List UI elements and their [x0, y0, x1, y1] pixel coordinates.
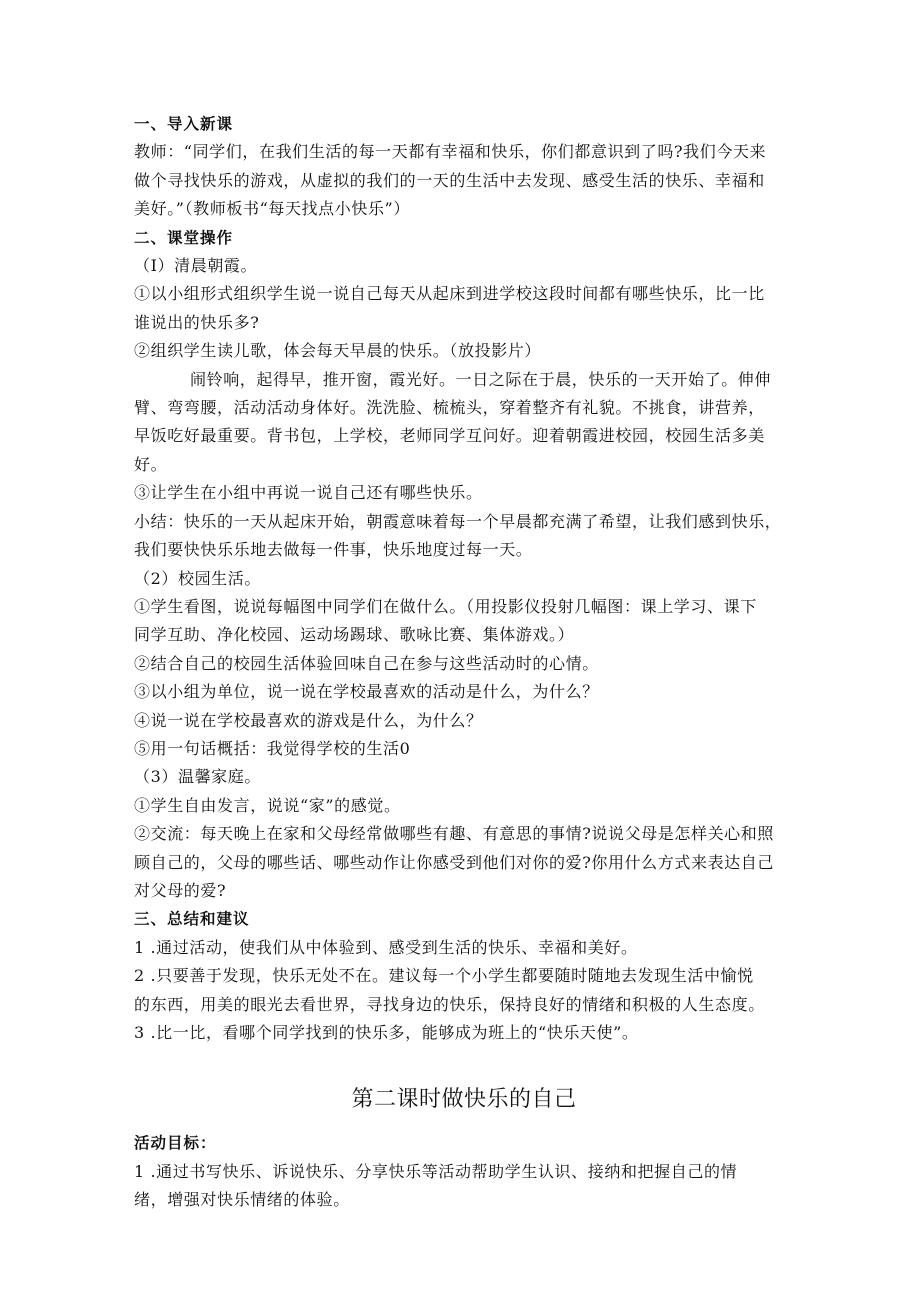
- text-line: 美好。”（教师板书“每天找点小快乐”）: [134, 199, 410, 219]
- text-line: 我们要快快乐乐地去做每一件事，快乐地度过每一天。: [134, 540, 533, 560]
- text-line: 谁说出的快乐多?: [134, 312, 260, 332]
- document-page: [134, 110, 794, 1215]
- text-line: ②结合自己的校园生活体验回味自己在参与这些活动时的心情。: [134, 653, 599, 673]
- text-line: ④说一说在学校最喜欢的游戏是什么，为什么？: [134, 710, 483, 730]
- text-line: 同学互助、净化校园、运动场踢球、歌咏比赛、集体游戏。）: [134, 625, 575, 645]
- text-line: （3）温馨家庭。: [134, 767, 261, 787]
- text-line: 3 .比一比，看哪个同学找到的快乐多，能够成为班上的“快乐天使”。: [134, 1023, 639, 1042]
- text-line: 早饭吃好最重要。背书包，上学校，老师同学互问好。迎着朝霞进校园，校园生活多美: [134, 426, 765, 446]
- section-heading: 活动目标：: [134, 1134, 217, 1153]
- text-line: 1 .通过活动，使我们从中体验到、感受到生活的快乐、幸福和美好。: [134, 937, 638, 957]
- section-title: 第二课时做快乐的自己: [351, 1087, 577, 1113]
- text-line: 做个寻找快乐的游戏，从虚拟的我们的一天的生活中去发现、感受生活的快乐、幸福和: [134, 170, 765, 190]
- text-line: ②交流：每天晚上在家和父母经常做哪些有趣、有意思的事情?说说父母是怎样关心和照: [134, 824, 774, 844]
- text-line: 顾自己的，父母的哪些话、哪些动作让你感受到他们对你的爱?你用什么方式来表达自己: [134, 852, 774, 872]
- section-heading: 三、总结和建议: [134, 910, 250, 929]
- activity-goals: [134, 1129, 794, 1214]
- text-line: 的东西，用美的眼光去看世界，寻找身边的快乐，保持良好的情绪和积极的人生态度。: [134, 994, 765, 1014]
- text-line: 小结：快乐的一天从起床开始，朝霞意味着每一个早晨都充满了希望，让我们感到快乐，: [134, 511, 782, 531]
- text-line: ①学生自由发言，说说“家”的感觉。: [134, 795, 401, 815]
- text-line: ①学生看图，说说每幅图中同学们在做什么。（用投影仪投射几幅图：课上学习、课下: [134, 596, 757, 616]
- text-line: 绪，增强对快乐情绪的体验。: [134, 1190, 350, 1210]
- text-line: ①以小组形式组织学生说一说自己每天从起床到进学校这段时间都有哪些快乐，比一比: [134, 284, 765, 304]
- text-line: 教师：“同学们，在我们生活的每一天都有幸福和快乐，你们都意识到了吗?我们今天来: [134, 142, 767, 162]
- text-line: ⑤用一句话概括：我觉得学校的生活0: [134, 738, 411, 758]
- text-line: （I）清晨朝霞。: [134, 256, 258, 276]
- text-line: 闹铃响，起得早，推开窗，霞光好。一日之际在于晨，快乐的一天开始了。伸伸: [190, 369, 772, 389]
- text-line: 对父母的爱?: [134, 880, 227, 900]
- text-line: ③以小组为单位，说一说在学校最喜欢的活动是什么，为什么？: [134, 682, 599, 702]
- text-line: （2）校园生活。: [134, 568, 261, 588]
- text-line: 好。: [134, 454, 168, 474]
- lesson-body: [134, 110, 794, 1047]
- section-heading: 一、导入新课: [134, 115, 234, 133]
- text-line: ②组织学生读儿歌，体会每天早晨的快乐。（放投影片）: [134, 341, 542, 361]
- text-line: 1 .通过书写快乐、诉说快乐、分享快乐等活动帮助学生认识、接纳和把握自己的情: [134, 1161, 738, 1181]
- section-heading: 二、课堂操作: [134, 228, 234, 247]
- text-line: 臂、弯弯腰，活动活动身体好。洗洗脸、梳梳头，穿着整齐有礼貌。不挑食，讲营养，: [134, 398, 765, 418]
- text-line: 2 .只要善于发现，快乐无处不在。建议每一个小学生都要随时随地去发现生活中愉悦: [134, 966, 754, 986]
- text-line: ③让学生在小组中再说一说自己还有哪些快乐。: [134, 483, 483, 503]
